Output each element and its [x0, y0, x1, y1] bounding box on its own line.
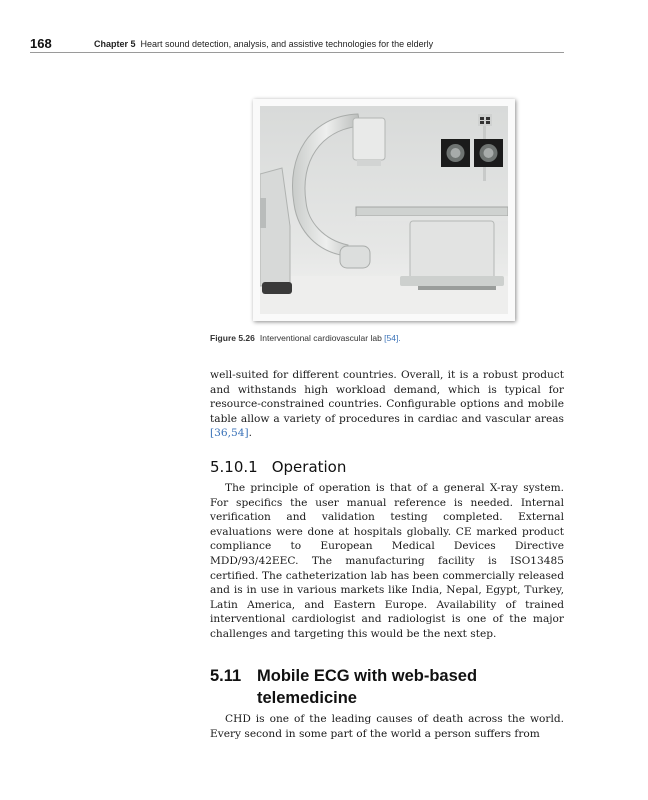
figure-citation-link[interactable]: [54]. — [384, 333, 401, 343]
section-title-line1: Mobile ECG with web-based — [257, 667, 478, 685]
figure-caption-text: Interventional cardiovascular lab — [259, 333, 382, 343]
ecg-paragraph: CHD is one of the leading causes of death across the world. Every second in some part of the world a person suffers from — [210, 713, 564, 740]
section-title-line2: telemedicine — [257, 689, 357, 707]
section-number: 5.11 — [210, 667, 242, 685]
section-heading — [210, 665, 570, 709]
paragraph1-text: well-suited for different countries. Overall, it is a robust product and withstands high workload demand, which is typical for resource-constrained countries. Configurable options and mobile table allow a variety of procedures in cardiac and vascular areas — [210, 369, 564, 425]
operation-paragraph: The principle of operation is that of a general X-ray system. For specifics the user manual reference is needed. Internal verification and validation testing completed. External evaluations were done at hospitals globally. CE marked product compliance to European Medical Devices Directive MDD/93/42EEC. The manufacturing facility is ISO13485 certified. The catheterization lab has been commercially released and is in use in various markets like India, Nepal, Egypt, Turkey, Latin America, and Eastern Europe. Availability of trained interventional cardiologist and radiologist is one of the major challenges and targeting this would be the next step. — [210, 482, 564, 640]
paragraph-continuation — [210, 368, 564, 441]
figure-image-frame — [253, 99, 515, 321]
chapter-title: Heart sound detection, analysis, and assistive technologies for the elderly — [140, 39, 434, 49]
figure-caption — [210, 333, 570, 343]
paragraph1-citation-link[interactable]: [36,54] — [210, 427, 249, 440]
page-number: 168 — [30, 36, 52, 51]
subsection-number: 5.10.1 — [210, 458, 258, 476]
running-header — [30, 36, 564, 53]
figure-label: Figure 5.26 — [210, 333, 255, 343]
subsection-heading — [210, 458, 346, 476]
subsection-title: Operation — [271, 458, 347, 476]
paragraph1-end: . — [248, 427, 252, 440]
chapter-label: Chapter 5 — [94, 39, 136, 49]
chapter-info — [94, 39, 433, 49]
cath-lab-illustration — [260, 106, 508, 314]
